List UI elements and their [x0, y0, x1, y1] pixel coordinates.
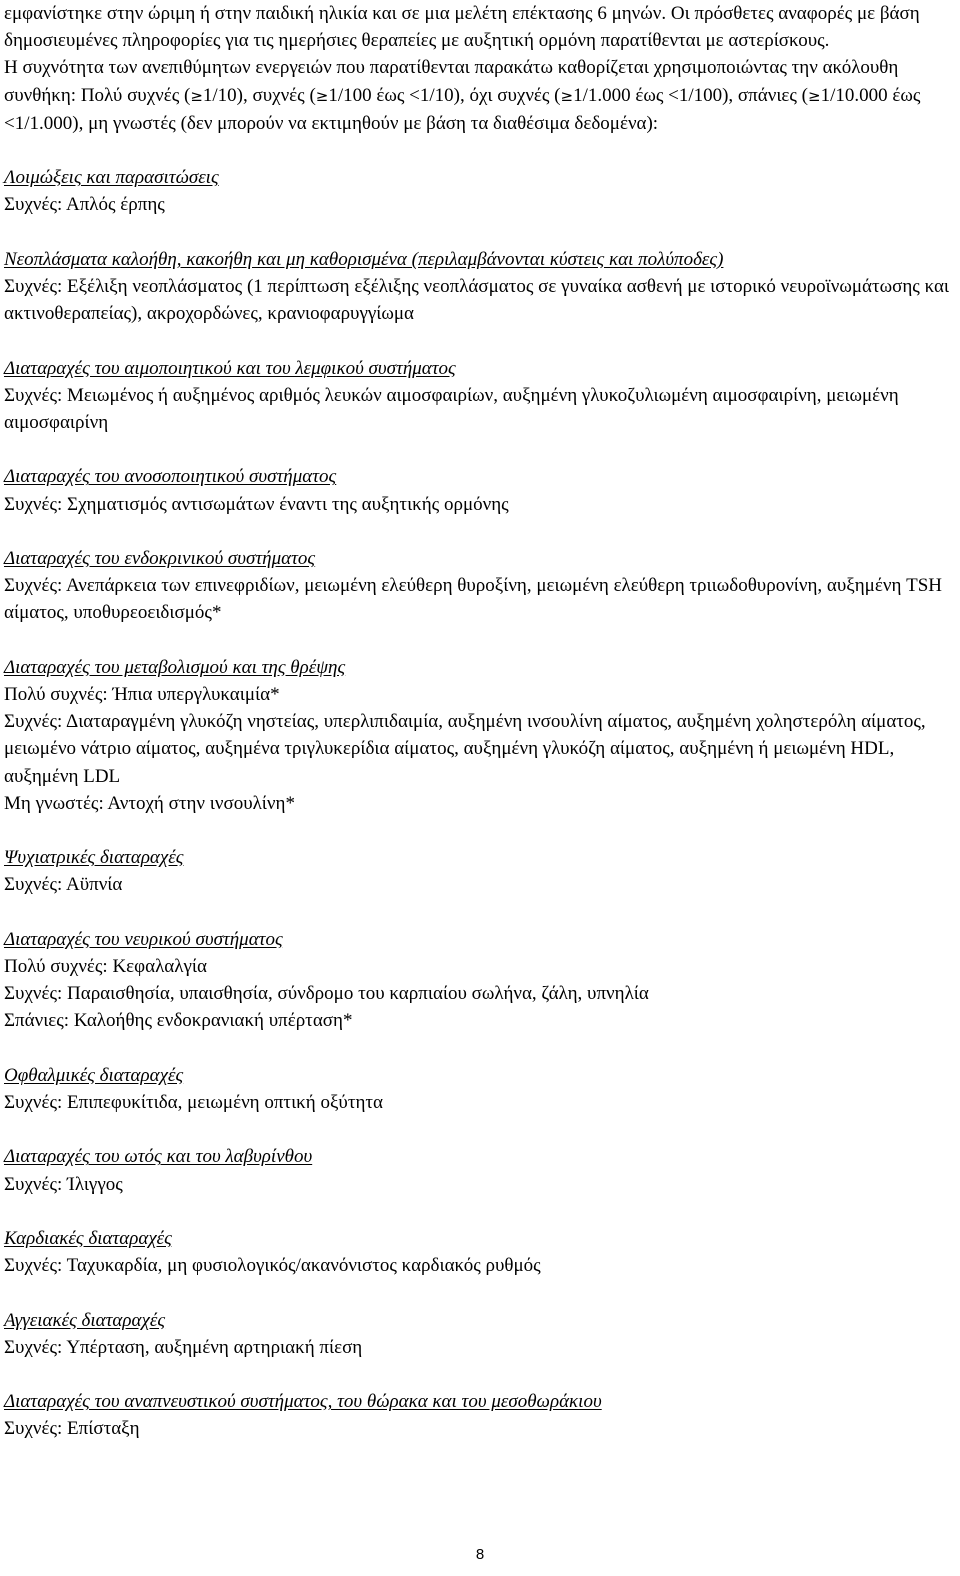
reaction-line: Συχνές: Ταχυκαρδία, μη φυσιολογικός/ακανόνιστος καρδιακός ρυθμός: [4, 1255, 541, 1277]
greater-equal-symbol: ≥: [315, 86, 329, 105]
section-infections: [4, 164, 952, 218]
reaction-line: Συχνές: Επίσταξη: [4, 1418, 140, 1440]
section-heading: Διαταραχές του ανοσοποιητικού συστήματος: [4, 466, 337, 488]
section-heading: Διαταραχές του νευρικού συστήματος: [4, 928, 283, 950]
frequency-text-part: 1/100 έως <1/10), όχι συχνές (: [328, 84, 561, 106]
section-heading: Νεοπλάσματα καλοήθη, κακοήθη και μη καθορισμένα (περιλαμβάνονται κύστεις και πολύποδες): [4, 248, 724, 270]
greater-equal-symbol: ≥: [190, 86, 203, 105]
section-heading: Οφθαλμικές διαταραχές: [4, 1064, 184, 1086]
section-heading: Ψυχιατρικές διαταραχές: [4, 847, 184, 869]
section-heading: Καρδιακές διαταραχές: [4, 1227, 172, 1249]
section-blood-lymphatic: [4, 355, 952, 437]
reaction-line: Πολύ συχνές: Ήπια υπεργλυκαιμία*: [4, 683, 280, 705]
section-eye: [4, 1062, 952, 1116]
section-heading: Διαταραχές του ωτός και του λαβυρίνθου: [4, 1146, 313, 1168]
reaction-line: Σπάνιες: Καλοήθης ενδοκρανιακή υπέρταση*: [4, 1010, 353, 1032]
frequency-text-part: 1/10.000 έως <1/1.000), μη γνωστές (δεν μπορούν να εκτιμηθούν με βάση τα διαθέσιμα δεδομένα):: [4, 84, 921, 134]
reaction-line: Πολύ συχνές: Κεφαλαλγία: [4, 955, 207, 977]
reaction-line: Μη γνωστές: Αντοχή στην ινσουλίνη*: [4, 792, 295, 814]
section-ear-labyrinth: [4, 1143, 952, 1197]
section-nervous-system: [4, 926, 952, 1035]
section-vascular: [4, 1307, 952, 1361]
section-heading: Διαταραχές του ενδοκρινικού συστήματος: [4, 547, 316, 569]
section-endocrine: [4, 545, 952, 627]
reaction-line: Συχνές: Εξέλιξη νεοπλάσματος (1 περίπτωση εξέλιξης νεοπλάσματος σε γυναίκα ασθενή με ιστορικό νευροϊνωμάτωσης και ακτινοθεραπείας), ακροχορδώνες, κρανιοφαρυγγίωμα: [4, 276, 950, 325]
section-respiratory: [4, 1388, 952, 1442]
greater-equal-symbol: ≥: [560, 86, 574, 105]
section-heading: Διαταραχές του μεταβολισμού και της θρέψης: [4, 656, 346, 678]
section-heading: Διαταραχές του αναπνευστικού συστήματος, του θώρακα και του μεσοθωράκιου: [4, 1391, 602, 1413]
reaction-line: Συχνές: Ανεπάρκεια των επινεφριδίων, μειωμένη ελεύθερη θυροξίνη, μειωμένη ελεύθερη τριιωδοθυρονίνη, αυξημένη TSH αίματος, υποθυρεοειδισμός*: [4, 575, 943, 624]
reaction-line: Συχνές: Επιπεφυκίτιδα, μειωμένη οπτική οξύτητα: [4, 1091, 383, 1113]
section-immune: [4, 463, 952, 517]
reaction-line: Συχνές: Ίλιγγος: [4, 1173, 123, 1195]
frequency-text-part: Η συχνότητα των ανεπιθύμητων ενεργειών που παρατίθενται παρακάτω καθορίζεται χρησιμοποιώντας την ακόλουθη συνθήκη: Πολύ συχνές (: [4, 57, 899, 106]
reaction-line: Συχνές: Απλός έρπης: [4, 194, 165, 216]
frequency-convention-paragraph: [4, 54, 952, 137]
greater-equal-symbol: ≥: [808, 86, 821, 105]
reaction-line: Συχνές: Μειωμένος ή αυξημένος αριθμός λευκών αιμοσφαιρίων, αυξημένη γλυκοζυλιωμένη αιμοσφαιρίνη, μειωμένη αιμοσφαιρίνη: [4, 384, 899, 433]
page-number: 8: [475, 1546, 485, 1563]
frequency-text-part: 1/1.000 έως <1/100), σπάνιες (: [573, 84, 809, 106]
section-psychiatric: [4, 844, 952, 898]
section-heading: Διαταραχές του αιμοποιητικού και του λεμφικού συστήματος: [4, 357, 456, 379]
section-metabolism: [4, 654, 952, 817]
frequency-text-part: 1/10), συχνές (: [202, 84, 316, 106]
reaction-line: Συχνές: Σχηματισμός αντισωμάτων έναντι της αυξητικής ορμόνης: [4, 493, 509, 515]
section-cardiac: [4, 1225, 952, 1279]
section-neoplasms: [4, 246, 952, 328]
reaction-line: Συχνές: Αϋπνία: [4, 874, 123, 896]
intro-paragraph-continued: εμφανίστηκε στην ώριμη ή στην παιδική ηλικία και σε μια μελέτη επέκτασης 6 μηνών. Οι πρόσθετες αναφορές με βάση δημοσιευμένες πληροφορίες για τις ημερήσιες θεραπείες με αυξητική ορμόνη παρατίθενται με αστερίσκους.: [4, 3, 920, 52]
section-heading: Αγγειακές διαταραχές: [4, 1309, 166, 1331]
reaction-line: Συχνές: Παραισθησία, υπαισθησία, σύνδρομο του καρπιαίου σωλήνα, ζάλη, υπνηλία: [4, 983, 649, 1005]
reaction-line: Συχνές: Διαταραγμένη γλυκόζη νηστείας, υπερλιπιδαιμία, αυξημένη ινσουλίνη αίματος, αυξημένη χοληστερόλη αίματος, μειωμένο νάτριο αίματος, αυξημένα τριγλυκερίδια αίματος, αυξημένη γλυκόζη αίματος, αυξημένη ή μειωμένη HDL, αυξημένη LDL: [4, 711, 926, 787]
section-heading: Λοιμώξεις και παρασιτώσεις: [4, 167, 219, 189]
document-body: [4, 0, 952, 1443]
reaction-line: Συχνές: Υπέρταση, αυξημένη αρτηριακή πίεση: [4, 1336, 363, 1358]
